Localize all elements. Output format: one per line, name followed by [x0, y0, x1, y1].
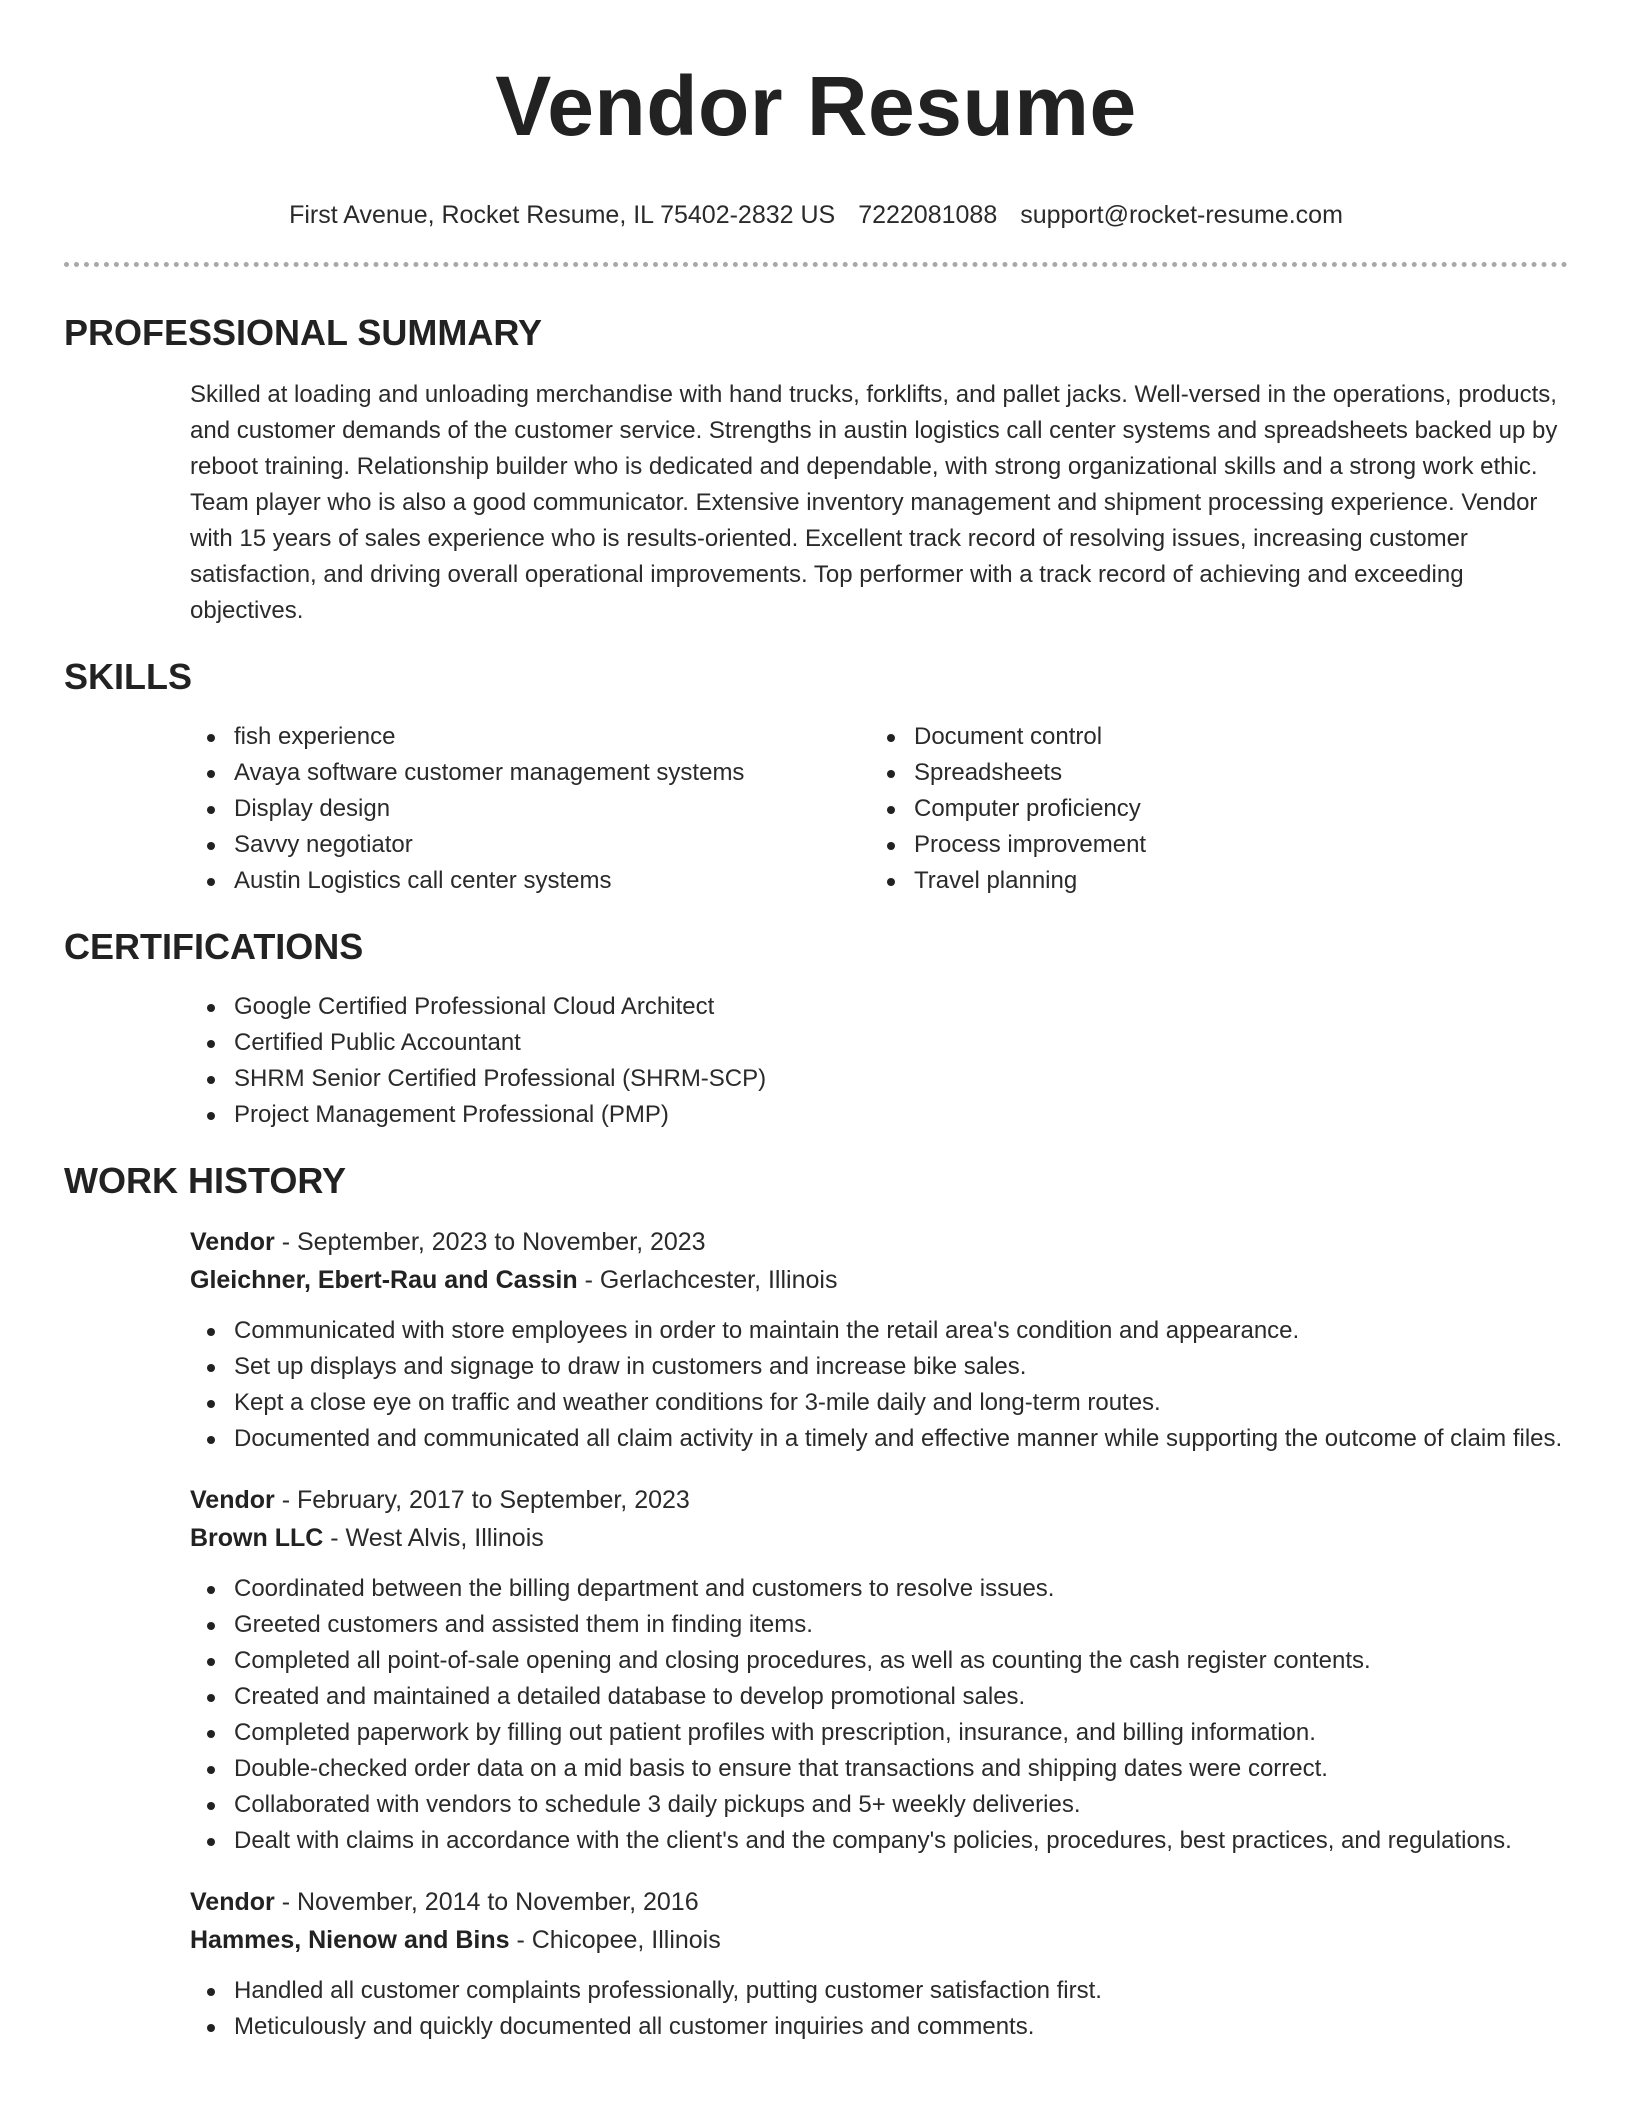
skill-item: Display design — [190, 791, 870, 827]
job-duty-item: Kept a close eye on traffic and weather conditions for 3-mile daily and long-term routes. — [190, 1385, 1568, 1421]
job-dates: - February, 2017 to September, 2023 — [274, 1486, 690, 1514]
section-heading-certifications: CERTIFICATIONS — [64, 926, 364, 967]
skill-item: Process improvement — [870, 827, 1430, 863]
job-entry — [190, 1883, 1568, 2045]
job-company-line — [190, 1261, 1568, 1299]
job-entry — [190, 1223, 1568, 1457]
skill-item: Spreadsheets — [870, 755, 1430, 791]
job-duties-list — [190, 1313, 1568, 1457]
job-title-line — [190, 1883, 1568, 1921]
job-duty-item: Created and maintained a detailed database to develop promotional sales. — [190, 1679, 1568, 1715]
job-duties-list — [190, 1571, 1568, 1859]
job-duty-item: Dealt with claims in accordance with the client's and the company's policies, procedures, best practices, and regulations. — [190, 1823, 1568, 1859]
job-duty-item: Handled all customer complaints professionally, putting customer satisfaction first. — [190, 1973, 1568, 2009]
job-duty-item: Completed all point-of-sale opening and closing procedures, as well as counting the cash register contents. — [190, 1643, 1568, 1679]
job-duty-item: Double-checked order data on a mid basis to ensure that transactions and shipping dates were correct. — [190, 1751, 1568, 1787]
skills-list-right — [870, 719, 1430, 899]
job-role: Vendor — [190, 1228, 275, 1256]
skill-item: Austin Logistics call center systems — [190, 863, 870, 899]
skill-item: fish experience — [190, 719, 870, 755]
certification-item: Project Management Professional (PMP) — [190, 1097, 1568, 1133]
job-company: Gleichner, Ebert-Rau and Cassin — [190, 1266, 578, 1294]
job-entry — [190, 1481, 1568, 1859]
work-history-section — [64, 1159, 1568, 2045]
skill-item: Travel planning — [870, 863, 1430, 899]
section-heading-skills: SKILLS — [64, 656, 193, 697]
resume-title: Vendor Resume — [495, 59, 1137, 153]
job-duty-item: Communicated with store employees in order to maintain the retail area's condition and appearance. — [190, 1313, 1568, 1349]
skill-item: Document control — [870, 719, 1430, 755]
job-role: Vendor — [190, 1486, 275, 1514]
section-heading-work-history: WORK HISTORY — [64, 1160, 347, 1201]
skill-item: Savvy negotiator — [190, 827, 870, 863]
certification-item: Google Certified Professional Cloud Architect — [190, 989, 1568, 1025]
job-dates: - November, 2014 to November, 2016 — [274, 1888, 699, 1916]
certifications-section — [64, 925, 1568, 1133]
job-company: Brown LLC — [190, 1524, 324, 1552]
job-duties-list — [190, 1973, 1568, 2045]
certification-item: SHRM Senior Certified Professional (SHRM-SCP) — [190, 1061, 1568, 1097]
job-duty-item: Meticulously and quickly documented all customer inquiries and comments. — [190, 2009, 1568, 2045]
contact-address: First Avenue, Rocket Resume, IL 75402-2832 US — [289, 201, 836, 229]
certification-item: Certified Public Accountant — [190, 1025, 1568, 1061]
header-divider — [64, 262, 1568, 267]
job-role: Vendor — [190, 1888, 275, 1916]
summary-text: Skilled at loading and unloading merchandise with hand trucks, forklifts, and pallet jacks. Well-versed in the operations, products, and customer demands of the customer service. Strengths in austin logistics call center systems and spreadsheets backed up by reboot training. Relationship builder who is dedicated and dependable, with strong organizational skills and a strong work ethic. Team player who is also a good communicator. Extensive inventory management and shipment processing experience. Vendor with 15 years of sales experience who is results-oriented. Excellent track record of resolving issues, increasing customer satisfaction, and driving overall operational improvements. Top performer with a track record of achieving and exceeding objectives. — [190, 381, 1558, 624]
contact-line — [64, 198, 1568, 232]
job-title-line — [190, 1481, 1568, 1519]
job-company-line — [190, 1519, 1568, 1557]
job-location: - West Alvis, Illinois — [323, 1524, 544, 1552]
job-title-line — [190, 1223, 1568, 1261]
job-company: Hammes, Nienow and Bins — [190, 1926, 510, 1954]
contact-email: support@rocket-resume.com — [1020, 201, 1343, 229]
section-heading-summary: PROFESSIONAL SUMMARY — [64, 312, 543, 353]
skill-item: Computer proficiency — [870, 791, 1430, 827]
job-duty-item: Greeted customers and assisted them in finding items. — [190, 1607, 1568, 1643]
skills-list-left — [190, 719, 870, 899]
contact-phone: 7222081088 — [858, 201, 998, 229]
certifications-list — [190, 989, 1568, 1133]
job-duty-item: Collaborated with vendors to schedule 3 daily pickups and 5+ weekly deliveries. — [190, 1787, 1568, 1823]
professional-summary-section — [64, 311, 1568, 629]
job-location: - Gerlachcester, Illinois — [577, 1266, 838, 1294]
job-duty-item: Set up displays and signage to draw in customers and increase bike sales. — [190, 1349, 1568, 1385]
job-company-line — [190, 1921, 1568, 1959]
job-dates: - September, 2023 to November, 2023 — [274, 1228, 706, 1256]
job-duty-item: Documented and communicated all claim activity in a timely and effective manner while supporting the outcome of claim files. — [190, 1421, 1568, 1457]
skill-item: Avaya software customer management systems — [190, 755, 870, 791]
skills-grid — [190, 719, 1568, 899]
job-duty-item: Coordinated between the billing department and customers to resolve issues. — [190, 1571, 1568, 1607]
job-location: - Chicopee, Illinois — [509, 1926, 721, 1954]
skills-section — [64, 655, 1568, 899]
job-duty-item: Completed paperwork by filling out patient profiles with prescription, insurance, and billing information. — [190, 1715, 1568, 1751]
